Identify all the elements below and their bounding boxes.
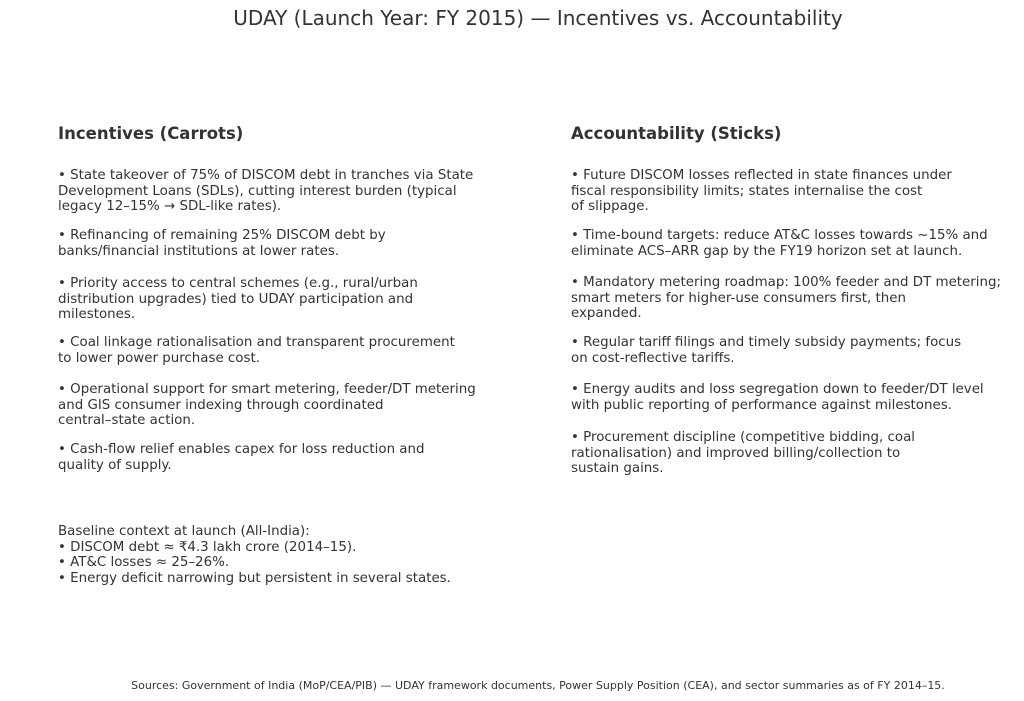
incentive-item: • State takeover of 75% of DISCOM debt in tranches via State Development Loans (SDLs), cutting interest burden (typical legacy 12–15% → SDL-like rates). xyxy=(58,168,474,215)
sources-footnote: Sources: Government of India (MoP/CEA/PIB) — UDAY framework documents, Power Supply Position (CEA), and sector summaries as of FY 2014–15. xyxy=(131,679,945,692)
incentive-item: • Operational support for smart metering, feeder/DT metering and GIS consumer indexing through coordinated central–state action. xyxy=(58,382,476,429)
incentive-item: • Cash-flow relief enables capex for loss reduction and quality of supply. xyxy=(58,442,425,473)
incentive-item: • Refinancing of remaining 25% DISCOM debt by banks/financial institutions at lower rates. xyxy=(58,228,386,259)
baseline-context: Baseline context at launch (All-India): • DISCOM debt ≈ ₹4.3 lakh crore (2014–15). • AT&C losses ≈ 25–26%. • Energy deficit narrowing but persistent in several states. xyxy=(58,524,451,586)
incentives-column xyxy=(58,124,538,473)
accountability-item: • Mandatory metering roadmap: 100% feeder and DT metering; smart meters for higher-use consumers first, then expanded. xyxy=(571,275,1002,322)
page-title: UDAY (Launch Year: FY 2015) — Incentives vs. Accountability xyxy=(233,6,843,30)
incentives-heading: Incentives (Carrots) xyxy=(58,124,244,143)
accountability-item: • Time-bound targets: reduce AT&C losses towards ~15% and eliminate ACS–ARR gap by the FY19 horizon set at launch. xyxy=(571,228,988,259)
accountability-column xyxy=(571,124,1024,477)
accountability-item: • Regular tariff filings and timely subsidy payments; focus on cost-reflective tariffs. xyxy=(571,335,962,366)
accountability-item: • Energy audits and loss segregation down to feeder/DT level with public reporting of performance against milestones. xyxy=(571,382,984,413)
accountability-heading: Accountability (Sticks) xyxy=(571,124,782,143)
accountability-item: • Future DISCOM losses reflected in state finances under fiscal responsibility limits; states internalise the cost of slippage. xyxy=(571,168,952,215)
incentive-item: • Coal linkage rationalisation and transparent procurement to lower power purchase cost. xyxy=(58,335,455,366)
incentive-item: • Priority access to central schemes (e.g., rural/urban distribution upgrades) tied to UDAY participation and milestones. xyxy=(58,276,418,323)
accountability-item: • Procurement discipline (competitive bidding, coal rationalisation) and improved billing/collection to sustain gains. xyxy=(571,430,916,477)
